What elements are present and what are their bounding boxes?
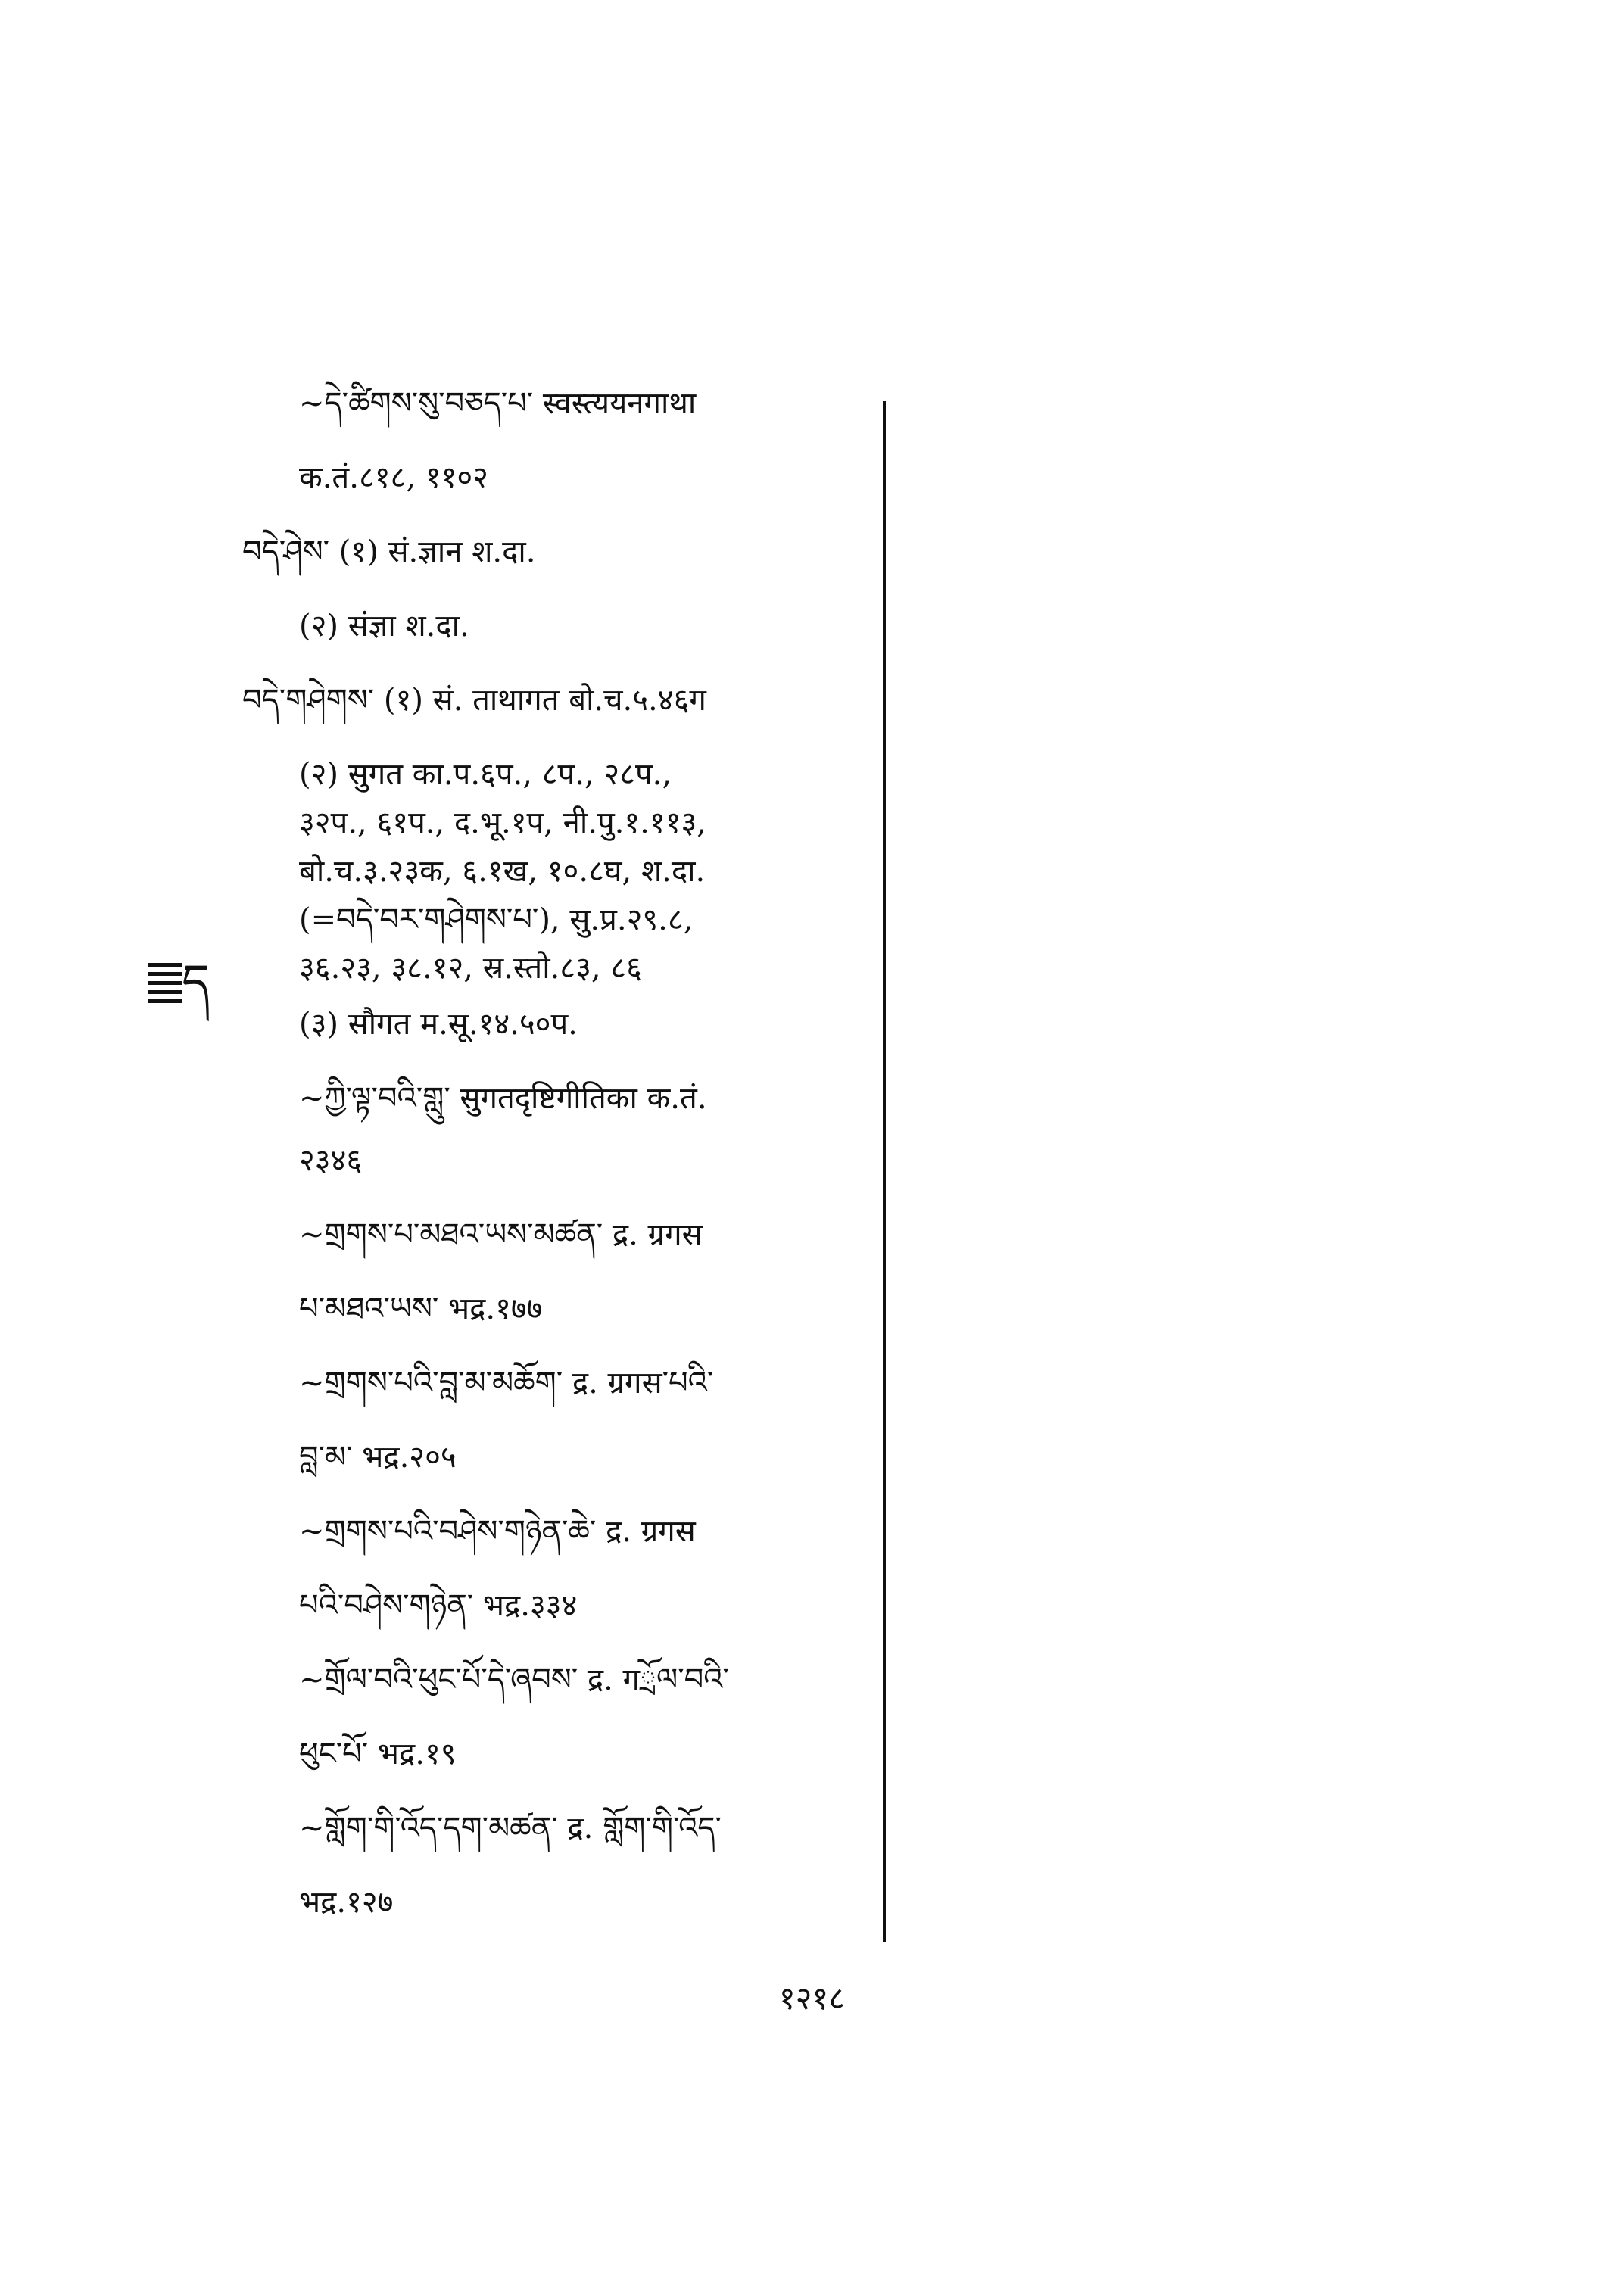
thumb-index-bar <box>148 990 182 994</box>
entry-line: བླ་མ་ भद्र.२०५ <box>299 1440 457 1475</box>
entry-line: པའི་བཤེས་གཉེན་ भद्र.३३४ <box>299 1588 578 1623</box>
entry-line: (=བདེ་བར་གཤེགས་པ་), सु.प्र.२९.८, <box>299 902 694 937</box>
thumb-index-bar <box>148 972 182 976</box>
entry-line: པ་མཐའ་ཡས་ भद्र.१७७ <box>299 1291 543 1326</box>
thumb-index-bar <box>148 963 182 967</box>
headword-line: བདེ་ཤེས་ (१) सं.ज्ञान श.दा. <box>242 534 536 569</box>
entry-line: क.तं.८१८, ११०२ <box>299 460 488 495</box>
entry-line: ~གྲགས་པའི་བཤེས་གཉེན་ཆེ་ द्र. ग्रगस <box>299 1514 696 1549</box>
entry-line: ~གྲོལ་བའི་ཕུང་པོ་དེ་ཞབས་ द्र. गྲོལ་བའི་ <box>299 1662 729 1697</box>
entry-line: बो.च.३.२३क, ६.१ख, १०.८घ, श.दा. <box>299 854 706 889</box>
entry-line: भद्र.१२७ <box>299 1885 394 1920</box>
page-number: १२१८ <box>778 1980 846 2017</box>
thumb-index-letter: ད <box>182 955 210 1011</box>
entry-line: ३२प., ६१प., द.भू.१प, नी.पु.१.११३, <box>299 805 707 840</box>
entry-line: (२) संज्ञा श.दा. <box>299 609 469 643</box>
thumb-index-bar <box>148 999 182 1003</box>
column-divider <box>883 401 886 1942</box>
entry-line: (२) सुगत का.प.६प., ८प., २८प., <box>299 757 672 792</box>
thumb-index-bar <box>148 981 182 985</box>
entry-line: ཕུང་པོ་ भद्र.१९ <box>299 1737 457 1771</box>
entry-line: (३) सौगत म.सू.१४.५०प. <box>299 1007 578 1042</box>
entry-line: ~ཀྱི་ལྟ་བའི་གླུ་ सुगतदृष्टिगीतिका क.तं. <box>299 1081 707 1116</box>
thumb-index-marker <box>148 955 218 1010</box>
entry-line: ~གྲགས་པ་མཐའ་ཡས་མཚན་ द्र. ग्रगस <box>299 1217 703 1252</box>
entry-line: ~དེ་ཚིགས་སུ་བཅད་པ་ स्वस्त्ययनगाथा <box>299 386 697 421</box>
entry-line: २३४६ <box>299 1143 363 1178</box>
entry-line: ~གློག་གི་འོད་དག་མཚན་ द्र. གློག་གི་འོད་ <box>299 1811 722 1846</box>
entry-line: ~གྲགས་པའི་བླ་མ་མཆོག་ द्र. ग्रगस་པའི་ <box>299 1366 714 1400</box>
entry-line: ३६.२३, ३८.१२, स्र.स्तो.८३, ८६ <box>299 951 642 986</box>
headword-line: བདེ་གཤེགས་ (१) सं. ताथागत बो.च.५.४६ग <box>242 683 706 718</box>
